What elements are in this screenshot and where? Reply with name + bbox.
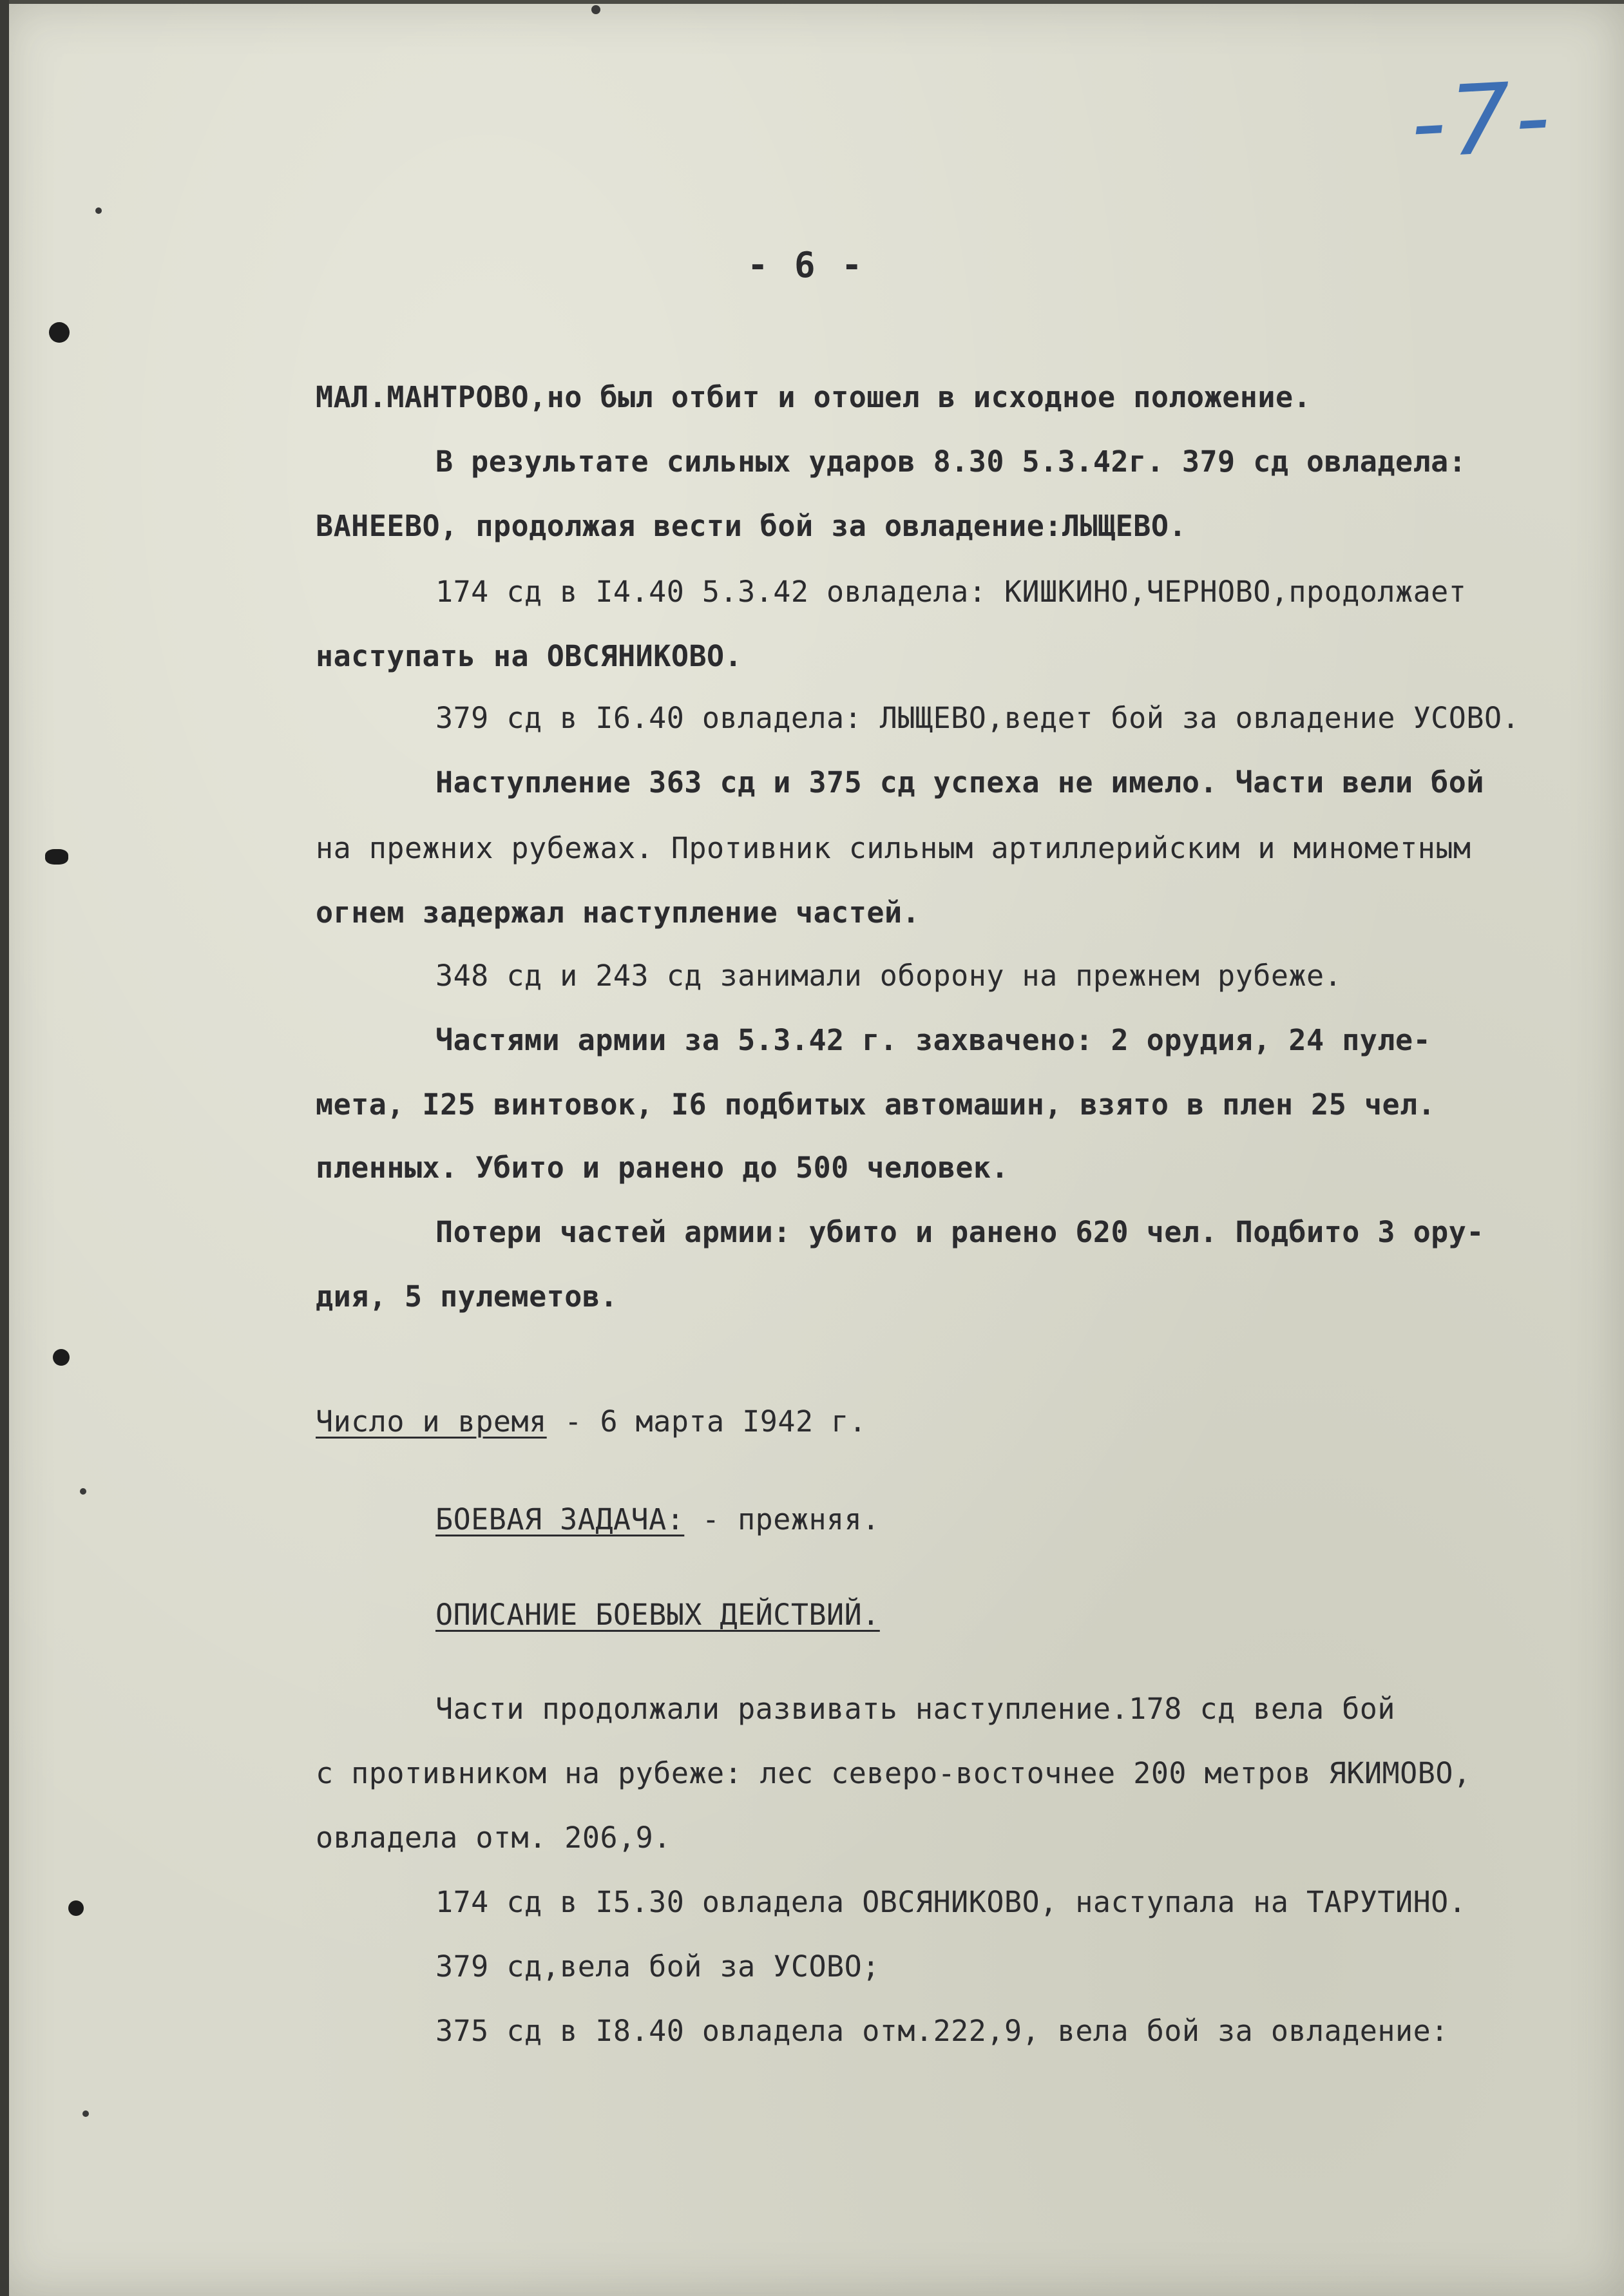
page-left-edge: [0, 0, 9, 2296]
body-line: Части продолжали развивать наступление.178 сд вела бой: [435, 1692, 1395, 1726]
task-heading-label: БОЕВАЯ ЗАДАЧА:: [435, 1502, 685, 1536]
body-line: ВАНЕЕВО, продолжая вести бой за овладение:ЛЫЩЕВО.: [316, 509, 1187, 543]
page-number: - 6 -: [747, 245, 865, 285]
body-line: мета, I25 винтовок, I6 подбитых автомашин, взято в плен 25 чел.: [316, 1087, 1436, 1122]
binding-mark: [82, 2110, 89, 2117]
body-line: пленных. Убито и ранено до 500 человек.: [316, 1151, 1009, 1185]
body-line: овладела отм. 206,9.: [316, 1821, 671, 1855]
page-top-edge: [0, 0, 1624, 4]
body-line: 379 сд в I6.40 овладела: ЛЫЩЕВО,ведет бой за овладение УСОВО.: [435, 701, 1520, 735]
task-heading: [435, 1502, 880, 1536]
body-line: на прежних рубежах. Противник сильным артиллерийским и минометным: [316, 831, 1471, 865]
body-line: 348 сд и 243 сд занимали оборону на прежнем рубеже.: [435, 959, 1342, 993]
date-heading-label: Число и время: [316, 1404, 547, 1439]
binding-mark: [80, 1488, 86, 1495]
body-line: Частями армии за 5.3.42 г. захвачено: 2 орудия, 24 пуле-: [435, 1023, 1431, 1057]
description-heading: ОПИСАНИЕ БОЕВЫХ ДЕЙСТВИЙ.: [435, 1598, 880, 1632]
body-line: 379 сд,вела бой за УСОВО;: [435, 1949, 880, 1984]
body-line: с противником на рубеже: лес северо-восточнее 200 метров ЯКИМОВО,: [316, 1756, 1471, 1790]
binding-hole: [45, 849, 68, 865]
binding-hole: [53, 1349, 70, 1366]
body-line: В результате сильных ударов 8.30 5.3.42г. 379 сд овладела:: [435, 445, 1467, 479]
binding-mark: [95, 207, 102, 214]
body-line: 375 сд в I8.40 овладела отм.222,9, вела бой за овладение:: [435, 2014, 1449, 2048]
body-line: дия, 5 пулеметов.: [316, 1279, 618, 1314]
body-line: МАЛ.МАНТРОВО,но был отбит и отошел в исходное положение.: [316, 380, 1312, 414]
body-line: 174 сд в I4.40 5.3.42 овладела: КИШКИНО,ЧЕРНОВО,продолжает: [435, 575, 1467, 609]
task-heading-value: - прежняя.: [702, 1502, 880, 1536]
binding-hole: [49, 322, 70, 343]
body-line: 174 сд в I5.30 овладела ОВСЯНИКОВО, наступала на ТАРУТИНО.: [435, 1885, 1467, 1919]
body-line: наступать на ОВСЯНИКОВО.: [316, 639, 743, 673]
body-line: Наступление 363 сд и 375 сд успеха не имело. Части вели бой: [435, 765, 1484, 799]
binding-mark: [591, 5, 600, 14]
date-heading: [316, 1404, 866, 1439]
binding-hole: [68, 1900, 84, 1916]
handwritten-folio-number: -7-: [1408, 61, 1557, 180]
body-line: Потери частей армии: убито и ранено 620 чел. Подбито 3 ору-: [435, 1215, 1484, 1249]
date-heading-value: - 6 марта I942 г.: [564, 1404, 867, 1439]
body-line: огнем задержал наступление частей.: [316, 895, 921, 930]
